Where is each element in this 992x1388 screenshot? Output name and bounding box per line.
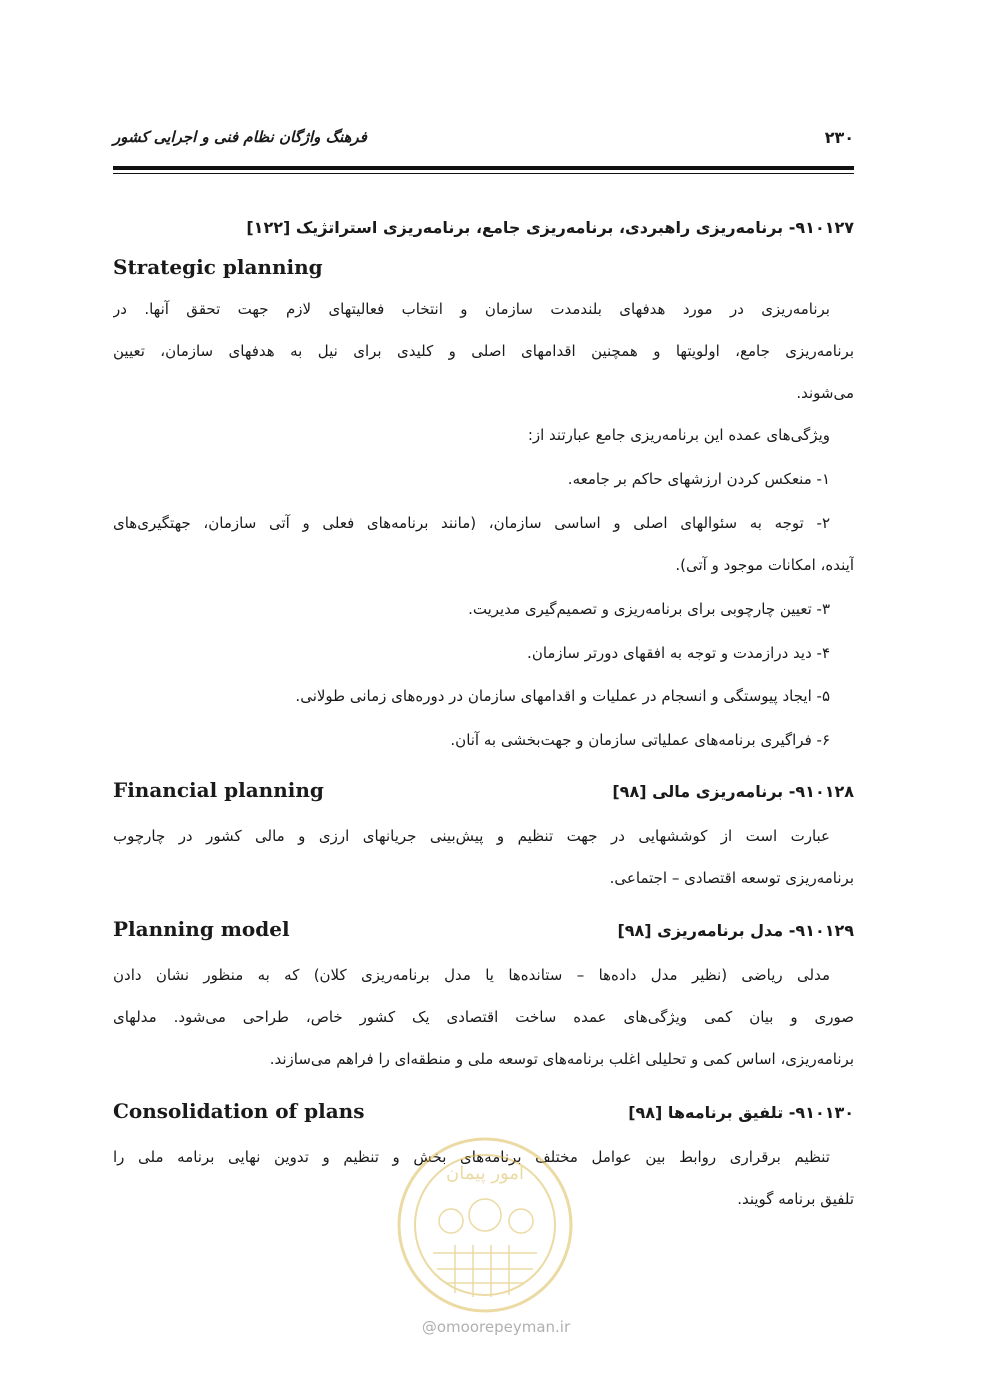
entry-term-en: Strategic planning — [113, 255, 323, 279]
definition-line: برنامه‌ریزی جامع، اولویتها و همچنین اقدامهای اصلی و کلیدی برای نیل به هدفهای سازمان، تعیین — [113, 342, 854, 360]
definition-line: تنظیم برقراری روابط بین عوامل مختلف برنامه‌های بخش و تنظیم و تدوین نهایی برنامه ملی را — [113, 1148, 830, 1166]
header-rule-thick — [113, 166, 854, 170]
feature-item: ۴- دید درازمدت و توجه به افقهای دورتر سازمان. — [527, 644, 830, 662]
feature-item: ۱- منعکس کردن ارزشهای حاکم بر جامعه. — [567, 470, 830, 488]
entry-definition — [113, 815, 854, 899]
seal-logo-icon — [393, 1133, 577, 1317]
entry-title: ۹۱۰۱۲۹- مدل برنامه‌ریزی [۹۸] — [617, 921, 854, 940]
watermark-url: @omoorepeyman.ir — [421, 1318, 571, 1336]
page-number: ۲۳۰ — [824, 128, 854, 147]
feature-item-line: آینده، امکانات موجود و آتی). — [675, 556, 854, 574]
feature-item: ۵- ایجاد پیوستگی و انسجام در عملیات و اقدامهای سازمان در دوره‌های زمانی طولانی. — [295, 687, 830, 705]
header-rule-thin — [113, 173, 854, 174]
definition-line: برنامه‌ریزی در مورد هدفهای بلندمدت سازمان و انتخاب فعالیتهای لازم جهت تحقق آنها. در — [113, 300, 830, 318]
entry-term-en: Planning model — [113, 917, 290, 941]
entry-title: ۹۱۰۱۲۸- برنامه‌ریزی مالی [۹۸] — [612, 782, 854, 801]
definition-line: صوری و بیان کمی ویژگی‌های عمده ساخت اقتصادی یک کشور خاص، طراحی می‌شود. مدلهای — [113, 1008, 854, 1026]
definition-line: برنامه‌ریزی توسعه اقتصادی – اجتماعی. — [609, 869, 854, 887]
feature-item: ۶- فراگیری برنامه‌های عملیاتی سازمان و جهت‌بخشی به آنان. — [450, 731, 830, 749]
feature-item-line: ۲- توجه به سئوالهای اصلی و اساسی سازمان، (مانند برنامه‌های فعلی و آتی سازمان، جهتگیری‌های — [113, 514, 830, 532]
definition-line: تلفیق برنامه گویند. — [737, 1190, 854, 1208]
entry-term-en: Consolidation of plans — [113, 1099, 365, 1123]
definition-line: مدلی ریاضی (نظیر مدل داده‌ها – ستانده‌ها یا مدل برنامه‌ریزی کلان) که به منظور نشان دادن — [113, 966, 830, 984]
seal-logo-text: امور پیمان — [446, 1163, 524, 1184]
entry-title: ۹۱۰۱۳۰- تلفیق برنامه‌ها [۹۸] — [628, 1103, 854, 1122]
feature-item: ۳- تعیین چارچوبی برای برنامه‌ریزی و تصمیم‌گیری مدیریت. — [468, 600, 830, 618]
entry-definition — [113, 954, 854, 1080]
features-intro: ویژگی‌های عمده این برنامه‌ریزی جامع عبارتند از: — [527, 426, 830, 444]
page-header — [113, 128, 854, 158]
entry-title: ۹۱۰۱۲۷- برنامه‌ریزی راهبردی، برنامه‌ریزی جامع، برنامه‌ریزی استراتژیک [۱۲۲] — [246, 218, 854, 237]
definition-line: عبارت است از کوششهایی در جهت تنظیم و پیش‌بینی جریانهای ارزی و مالی کشور در چارچوب — [113, 827, 830, 845]
entry-definition — [113, 288, 854, 414]
entry-term-en: Financial planning — [113, 778, 324, 802]
definition-line: می‌شوند. — [796, 384, 854, 402]
definition-line: برنامه‌ریزی، اساس کمی و تحلیلی اغلب برنامه‌های توسعه ملی و منطقه‌ای را فراهم می‌سازند. — [269, 1050, 854, 1068]
feature-item — [113, 502, 854, 586]
running-title: فرهنگ واژگان نظام فنی و اجرایی کشور — [113, 128, 367, 146]
